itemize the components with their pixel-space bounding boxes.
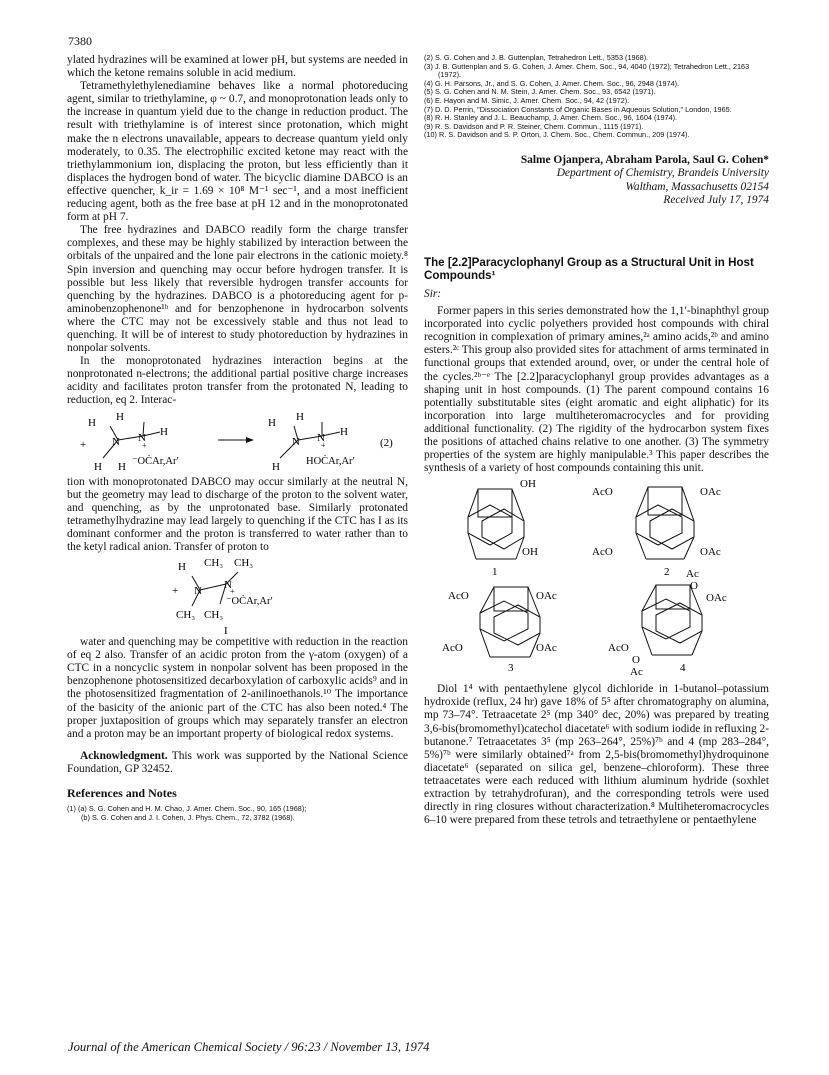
references-list [67, 805, 408, 822]
acknowledgment-text: This work was supported by the National Science Foundation, GP 32452. [67, 749, 408, 775]
svg-text:+: + [229, 587, 235, 597]
s3-oac-tr: OAc [536, 590, 557, 603]
s4-label: 4 [680, 662, 686, 675]
s3-oac-br: OAc [536, 642, 557, 655]
paragraph: Former papers in this series demonstrated how the 1,1′-binaphthyl group incorporated into cyclic polyethers provided host compounds with chiral recognition in complexation of primary amines,²ᵃ amino acids,²ᵇ and amino esters.²ᶜ This group also provided sites for attachment of arms terminated in functional groups that extended around, over, or under the central hole of the cycles.²ᵇ⁻ᵉ The [2.2]paracyclophanyl group provides advantages as a shaping unit in host compounds. (1) The parent compound contains 16 potentially substitutable sites (eight aromatic and eight aliphatic) for its incorporation into large multiheteromacrocycles and for providing additional functionality. (2) The rigidity of the hydrocarbon system fixes the positions of attached chains relative to one another. (3) The symmetry properties of the system are highly manipulable.³ This paper describes the synthesis of a variety of host compounds containing this unit. [424, 305, 769, 475]
svg-text:N: N [223, 579, 232, 592]
svg-text:H: H [267, 416, 276, 429]
svg-text:N: N [111, 435, 120, 448]
s4-oac-right: OAc [706, 592, 727, 605]
svg-text:+: + [141, 440, 147, 450]
acknowledgment [67, 750, 408, 776]
paragraph: Tetramethylethylenediamine behaves like a normal photoreducing agent, similar to triethylamine, φ ~ 0.7, and monoprotonation leads only to the increase in quantum yield due to the change in reduction product. The result with triethylamine is of interest since protonation, which might make the n electrons unavailable, appears to decrease quantum yield only moderately, to 0.35. The electrophilic excited ketone may react with the triethylammonium ion, displacing the proton, but less efficiently than it displaces the hydrogen bond of water. The bicyclic diamine DABCO is an effective quencher, k_ir = 1.69 × 10⁸ M⁻¹ sec⁻¹, and a most inefficient reducing agent, both as the free base at pH 12 and in the monoprotonated form at pH 7. [67, 80, 408, 224]
eq-right-ketyl: HOĊAr,Ar′ [305, 455, 355, 467]
s3-aco-bl: AcO [442, 642, 463, 655]
paragraph: The free hydrazines and DABCO readily form the charge transfer complexes, and these may be highly stabilized by interaction between the orbitals of the unpaired and the lone pair electrons in the cationic moiety.⁸ Spin inversion and quenching may occur before hydrogen transfer. It is possible but less likely that reversible hydrogen transfer accounts for quenching by the hydrazines. DABCO is a photoreducing agent for p-aminobenzophenone¹ᵇ and for benzophenone in hydrocarbon solvents where the CTC may not be excessively stable and thus not lead to quenching. It will be of interest to study photoreduction by hydrazines in nonpolar solvents. [67, 224, 408, 355]
svg-text:H: H [93, 460, 102, 473]
structures-figure [424, 475, 769, 683]
s2-oac-br: OAc [700, 546, 721, 559]
svg-text:H: H [295, 410, 304, 423]
reference-item: (b) S. G. Cohen and J. I. Cohen, J. Phys. Chem., 72, 3782 (1968). [81, 812, 295, 822]
svg-text:+: + [79, 438, 86, 451]
reference-item: (1) (a) S. G. Cohen and H. M. Chao, J. Amer. Chem. Soc., 90, 165 (1968); [67, 804, 307, 814]
s3-label: 3 [508, 662, 514, 675]
s1-oh-bottom: OH [522, 546, 538, 559]
svg-text:H: H [339, 425, 348, 438]
reference-item: (8) R. H. Stanley and J. L. Beauchamp, J. Amer. Chem. Soc., 96, 1604 (1974). [424, 113, 678, 123]
department: Department of Chemistry, Brandeis University [556, 167, 769, 180]
article-title: The [2.2]Paracyclophanyl Group as a Structural Unit in Host Compounds¹ [424, 255, 754, 283]
journal-footer: Journal of the American Chemical Society / 96:23 / November 13, 1974 [68, 1040, 430, 1054]
received-date: Received July 17, 1974 [663, 194, 769, 207]
s2-oac-tr: OAc [700, 486, 721, 499]
svg-text:N: N [291, 435, 300, 448]
svg-text:+: + [320, 440, 326, 450]
svg-text:N: N [193, 585, 202, 598]
author-block [424, 154, 769, 208]
svg-text:CH₃: CH₃ [203, 609, 223, 622]
equation-2-scheme [68, 408, 408, 476]
s4-ac-top: Ac [686, 568, 699, 581]
reference-item: (10) R. S. Davidson and S. P. Orton, J. Chem. Soc., Chem. Commun., 209 (1974). [424, 130, 690, 140]
svg-text:CH₃: CH₃ [233, 557, 253, 570]
paragraph: ylated hydrazines will be examined at lower pH, but systems are needed in which the ketone remains soluble in acid medium. [67, 54, 408, 80]
location: Waltham, Massachusetts 02154 [625, 180, 769, 193]
s1-oh-top: OH [520, 478, 536, 491]
svg-text:+: + [171, 585, 178, 598]
reference-item: (7) D. D. Perrin, "Dissociation Constants of Organic Bases in Aqueous Solution," London, 1965. [424, 104, 732, 114]
s4-o-top: O [690, 580, 698, 593]
svg-text:H: H [117, 460, 126, 473]
paragraph: water and quenching may be competitive with reduction in the reaction of eq 2 also. Transfer of an acidic proton from the γ-atom (oxygen) of a CTC in a noncyclic system in nonpolar solvent has been proposed in the benzophenone photosensitized decarboxylation of carboxylic acids⁹ and in the photosensitized fragmentation of 2-anilinoethanols.¹⁰ The importance of the basicity of the anionic part of the CTC has also been noted.⁴ The proper juxtaposition of groups which may separately transfer an electron and a proton may be an important property of biological redox systems. [67, 636, 408, 740]
references-heading: References and Notes [67, 786, 177, 801]
svg-text:N: N [137, 431, 146, 444]
page-number: 7380 [68, 34, 92, 48]
structure-I [138, 554, 338, 636]
s2-aco-bl: AcO [592, 546, 613, 559]
left-column [67, 54, 408, 822]
svg-text:N: N [316, 431, 325, 444]
reference-item: (9) R. S. Davidson and P. R. Steiner, Chem. Commun., 1115 (1971). [424, 121, 644, 131]
paragraph: In the monoprotonated hydrazines interaction begins at the nonprotonated n-electrons; the additional partial positive charge increases acidity and facilitates proton transfer from the protonated N, leading to reduction, eq 2. Interac- [67, 355, 408, 407]
s1-label: 1 [492, 566, 498, 579]
structure-I-label: I [223, 625, 228, 637]
s4-ac-bottom: Ac [630, 666, 643, 679]
s4-o-bottom: O [632, 654, 640, 667]
s2-label: 2 [664, 566, 670, 579]
acknowledgment-heading: Acknowledgment. [80, 749, 168, 762]
svg-text:H: H [159, 425, 168, 438]
reference-item: (3) J. B. Guttenplan and S. G. Cohen, J. Amer. Chem. Soc., 94, 4040 (1972); Tetrahedron Lett., 2163 (1972). [424, 61, 750, 80]
authors: Salme Ojanpera, Abraham Parola, Saul G. Cohen* [520, 153, 769, 166]
references-list [424, 54, 769, 140]
salutation: Sir: [424, 287, 442, 300]
reference-item: (4) G. H. Parsons, Jr., and S. G. Cohen, J. Amer. Chem. Soc., 96, 2948 (1974). [424, 78, 680, 88]
structure-I-ketyl: ⁻OĊAr,Ar′ [225, 596, 273, 608]
s3-aco-tl: AcO [448, 590, 469, 603]
eq-left-ketyl: ⁻OĊAr,Ar′ [131, 455, 179, 467]
s2-aco-tl: AcO [592, 486, 613, 499]
svg-text:H: H [271, 460, 280, 473]
reference-item: (6) E. Hayon and M. Simic, J. Amer. Chem. Soc., 94, 42 (1972). [424, 95, 630, 105]
paragraph: Diol 1⁴ with pentaethylene glycol dichloride in 1-butanol–potassium hydroxide (reflux, 24 hr) gave 18% of 5⁵ after chromatography on alumina, mp 73–74°. Tetraacetate 2⁵ (mp 340° dec, 20%) was prepared by treating 3,6-bis(bromomethyl)catechol diacetate⁶ with sodium iodide in refluxing 2-butanone.⁷ Tetraacetates 3⁵ (mp 263–264°, 25%)⁷ᵇ and 4 (mp 283–284°, 5%)⁷ᵇ were similarly obtained⁷ᵃ from 2,5-bis(bromomethyl)hydroquinone diacetate⁶ (separated on silica gel, benzene–chloroform). These three tetraacetates were each reduced with lithium aluminum hydride (soxhlet extraction by tetrahydrofuran), and the corresponding tetrols were used directly in ring closures without characterization.⁸ Multiheteromacrocycles 6–10 were prepared from these tetrols and tetraethylene or pentaethylene [424, 683, 769, 827]
svg-text:CH₃: CH₃ [203, 557, 223, 570]
s4-aco-left: AcO [608, 642, 629, 655]
paragraph: tion with monoprotonated DABCO may occur similarly at the neutral N, but the geometry may lead to discharge of the proton to the solvent water, and quenching, as by the unprotonated base. Similarly protonated tetramethylhydrazine may lead largely to quenching if the CTC has I as its dominant conformer and the proton is transferred to water rather than to the ketyl radical anion. Transfer of proton to [67, 475, 408, 553]
svg-text:H: H [177, 561, 186, 574]
reference-item: (2) S. G. Cohen and J. B. Guttenplan, Tetrahedron Lett., 5353 (1968). [424, 53, 649, 62]
svg-text:H: H [115, 410, 124, 423]
svg-text:H: H [87, 416, 96, 429]
right-column [424, 54, 769, 827]
svg-text:CH₃: CH₃ [175, 609, 195, 622]
reference-item: (5) S. G. Cohen and N. M. Stein, J. Amer. Chem. Soc., 93, 6542 (1971). [424, 87, 656, 97]
equation-number: (2) [379, 436, 393, 449]
